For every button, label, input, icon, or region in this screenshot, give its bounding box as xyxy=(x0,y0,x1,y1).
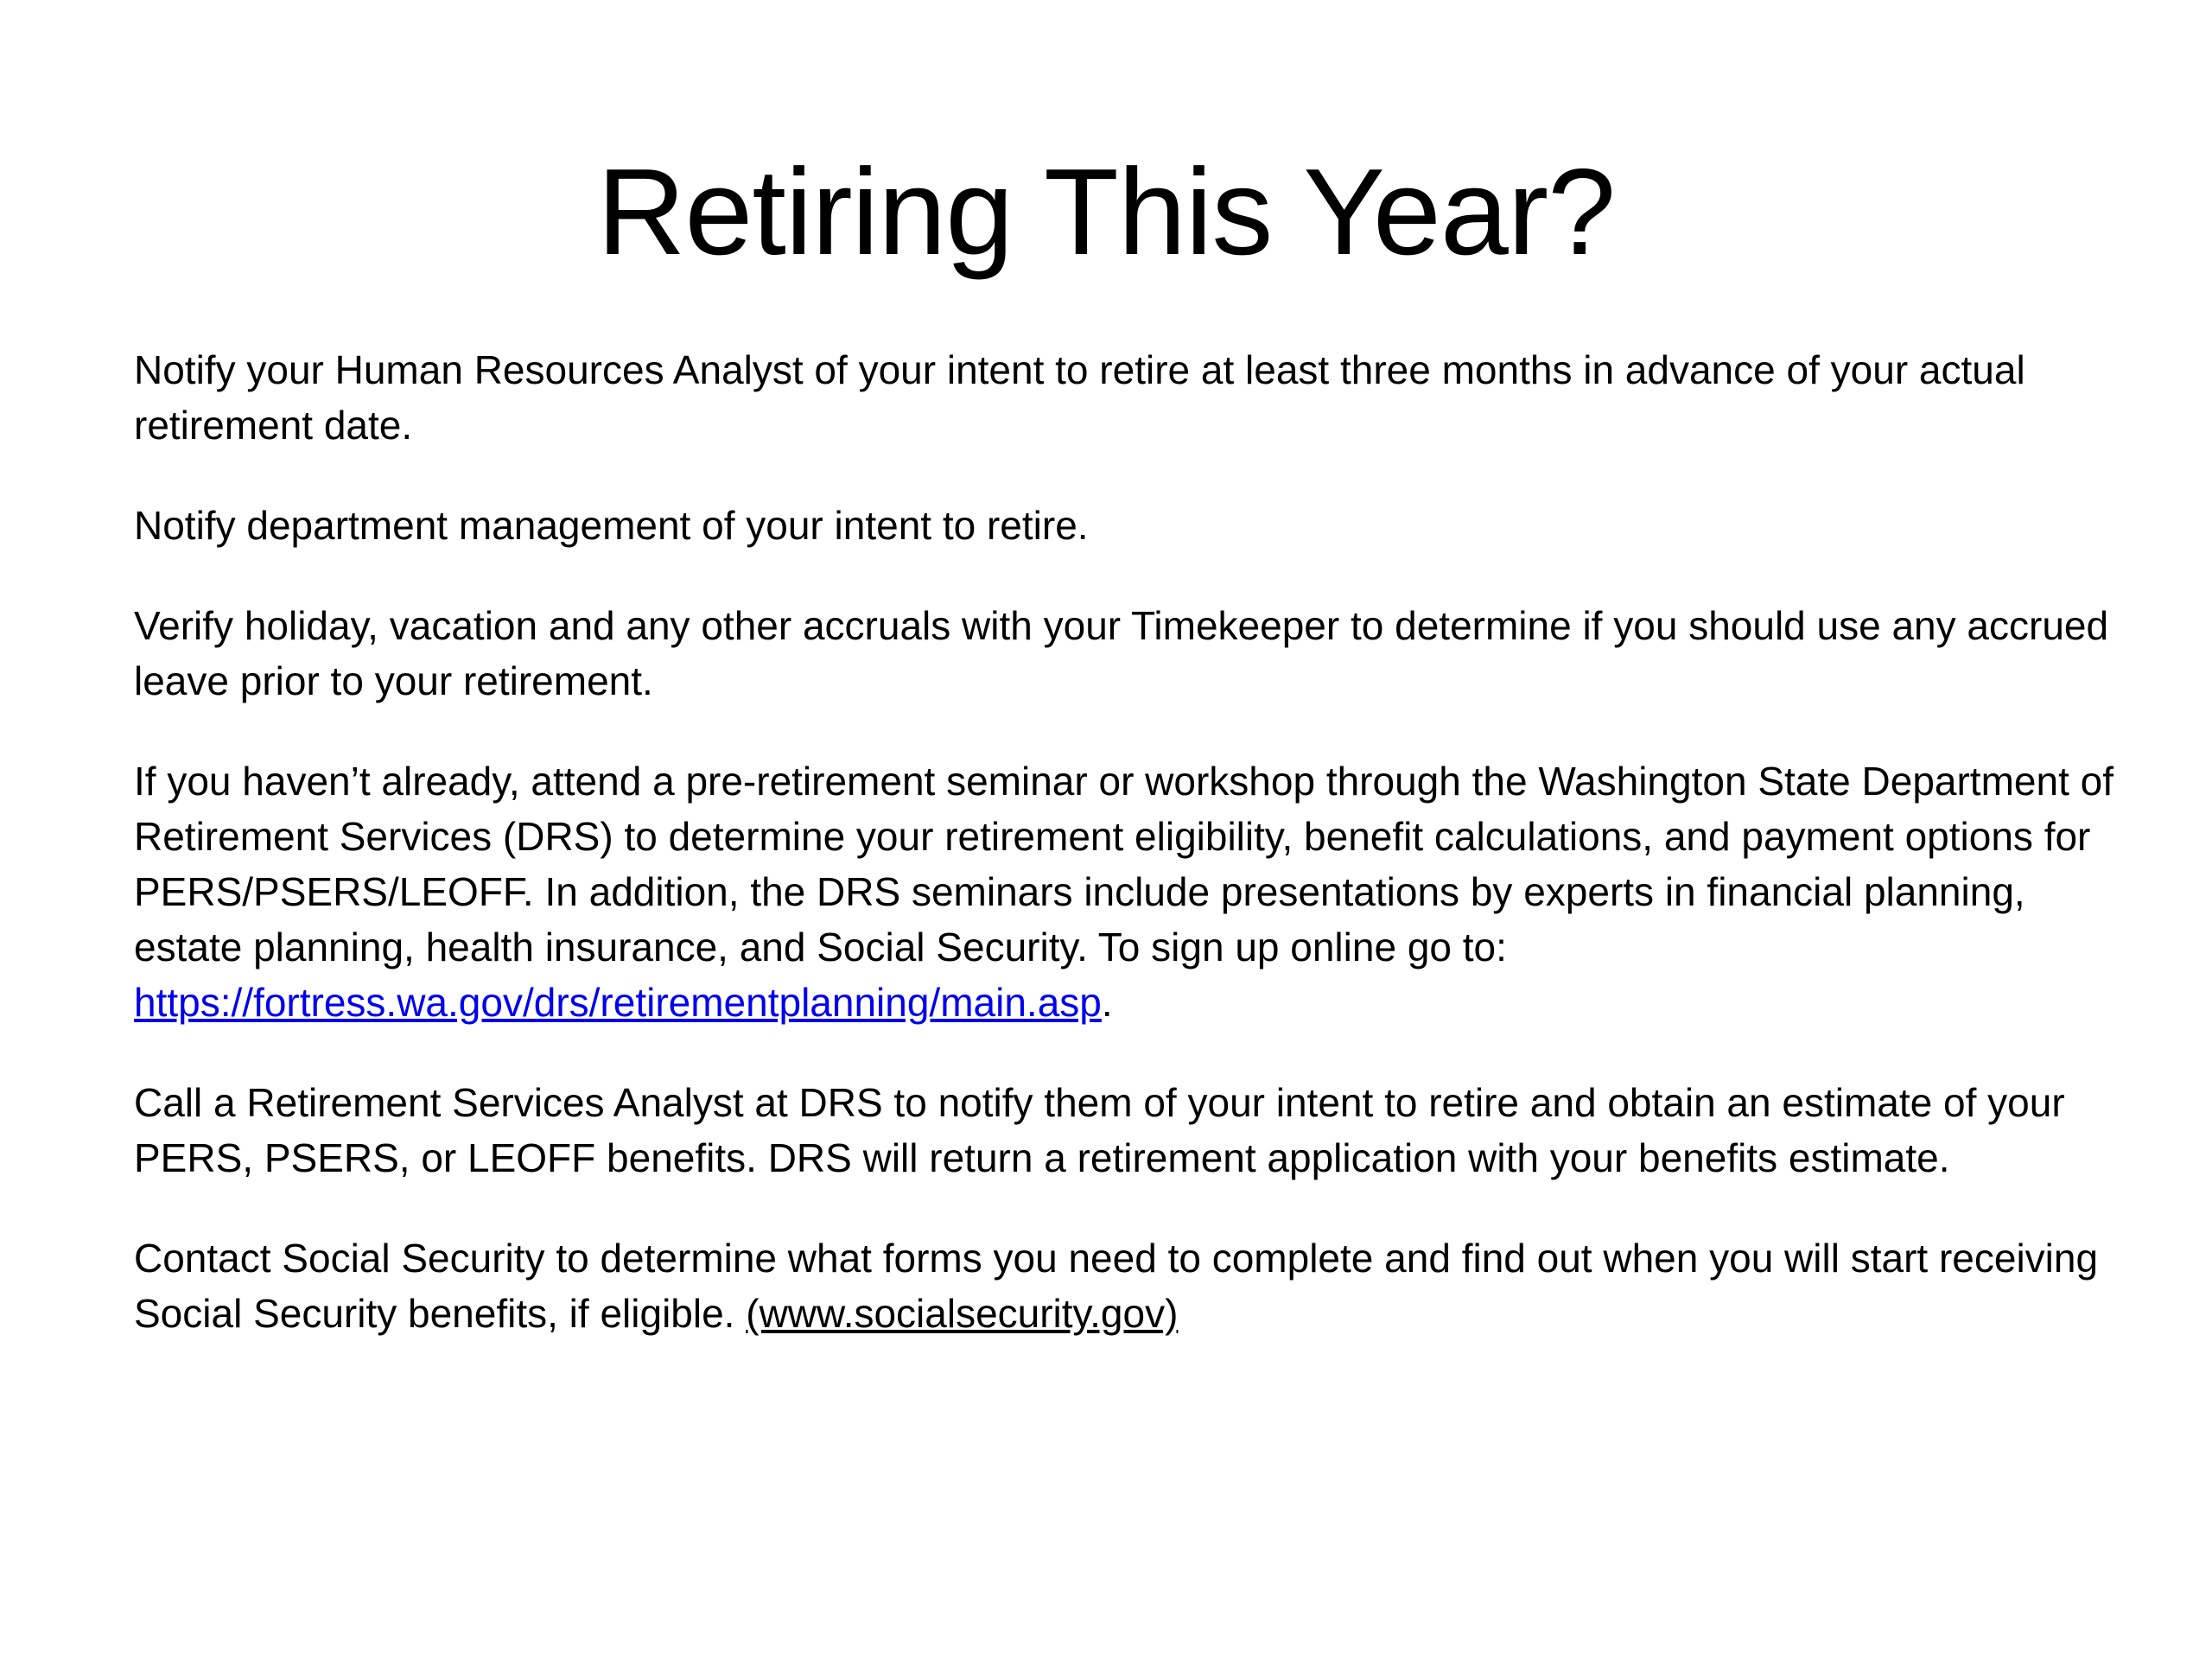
paragraph-call-drs-analyst: Call a Retirement Services Analyst at DRS to notify them of your intent to retire and obtain an estimate of your PERS, PSERS, or LEOFF benefits. DRS will return a retirement application with your benefits estimate. xyxy=(134,1080,2065,1180)
paragraph-notify-management: Notify department management of your intent to retire. xyxy=(134,503,1089,548)
slide-title: Retiring This Year? xyxy=(596,143,1616,281)
paragraph-notify-hr: Notify your Human Resources Analyst of your intent to retire at least three months in advance of your actual retirement date. xyxy=(134,347,2025,448)
drs-retirement-planning-link[interactable]: https://fortress.wa.gov/drs/retirementplanning/main.asp xyxy=(134,980,1102,1025)
slide-body xyxy=(134,342,2121,1386)
social-security-link[interactable]: (www.socialsecurity.gov) xyxy=(746,1291,1179,1336)
paragraph-drs-seminar xyxy=(134,753,2121,1030)
drs-seminar-end: . xyxy=(1101,980,1113,1025)
drs-seminar-text: If you haven’t already, attend a pre-retirement seminar or workshop through the Washington State Department of Retirement Services (DRS) to determine your retirement eligibility, benefit calculations, and payment options for PERS/PSERS/LEOFF. In addition, the DRS seminars include presentations by experts in financial planning, estate planning, health insurance, and Social Security. To sign up online go to: xyxy=(134,759,2113,969)
paragraph-verify-accruals: Verify holiday, vacation and any other accruals with your Timekeeper to determine if you should use any accrued leave prior to your retirement. xyxy=(134,603,2109,703)
social-security-text: Contact Social Security to determine what forms you need to complete and find out when you will start receiving Social Security benefits, if eligible. xyxy=(134,1236,2099,1336)
paragraph-contact-social-security xyxy=(134,1230,2121,1341)
